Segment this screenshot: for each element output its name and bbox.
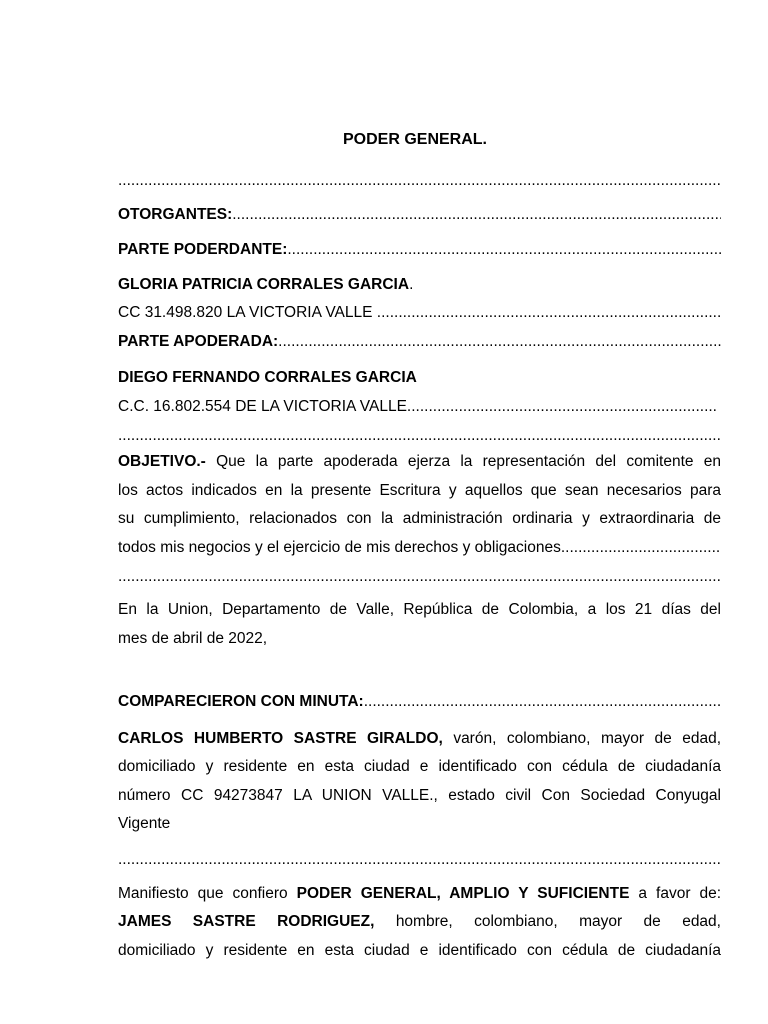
poderdante-name-suffix: . bbox=[409, 276, 414, 293]
objetivo-line-4 bbox=[118, 538, 721, 558]
dot-leader bbox=[407, 398, 716, 415]
manifiesto-line-2 bbox=[118, 912, 721, 932]
lugar-fecha-line-1: En la Union, Departamento de Valle, República de Colombia, a los 21 días del bbox=[118, 601, 721, 618]
objetivo-label: OBJETIVO.- bbox=[118, 453, 206, 470]
otorgantes-line bbox=[118, 205, 721, 225]
manifiesto-intro: Manifiesto que confiero bbox=[118, 885, 297, 902]
dotted-separator bbox=[118, 426, 721, 446]
poderdante-id-line bbox=[118, 303, 721, 323]
objetivo-text: Que la parte apoderada ejerza la representación del comitente en bbox=[205, 453, 721, 470]
manifiesto-poder: PODER GENERAL, AMPLIO Y SUFICIENTE bbox=[296, 885, 630, 902]
apoderado-id-line bbox=[118, 397, 716, 417]
dot-leader bbox=[364, 693, 721, 710]
dotted-separator bbox=[118, 567, 721, 587]
lugar-fecha-line-2: mes de abril de 2022, bbox=[118, 630, 268, 647]
apoderado-name-line bbox=[118, 368, 721, 388]
dotted-separator bbox=[118, 171, 721, 191]
objetivo-text: todos mis negocios y el ejercicio de mis derechos y obligaciones bbox=[118, 539, 561, 556]
otorgantes-label: OTORGANTES: bbox=[118, 206, 233, 223]
parte-apoderada-label: PARTE APODERADA: bbox=[118, 333, 279, 350]
apoderado-id: C.C. 16.802.554 DE LA VICTORIA VALLE bbox=[118, 398, 407, 415]
objetivo-line-1 bbox=[118, 452, 721, 472]
poderdante-name: GLORIA PATRICIA CORRALES GARCIA bbox=[118, 276, 410, 293]
compareciente-line-2: domiciliado y residente en esta ciudad e identificado con cédula de ciudadanía bbox=[118, 758, 721, 775]
compareciente-text: varón, colombiano, mayor de edad, bbox=[442, 730, 721, 747]
beneficiario-text: hombre, colombiano, mayor de edad, bbox=[374, 913, 721, 930]
dot-leader bbox=[377, 304, 721, 321]
dot-leader bbox=[278, 333, 721, 350]
poderdante-id: CC 31.498.820 LA VICTORIA VALLE bbox=[118, 304, 377, 321]
dot-leader bbox=[561, 539, 721, 556]
dot-leader bbox=[287, 241, 721, 258]
dot-leader bbox=[232, 206, 721, 223]
parte-poderdante-line bbox=[118, 240, 721, 260]
parte-apoderada-line bbox=[118, 332, 721, 352]
objetivo-line-2: los actos indicados en la presente Escritura y aquellos que sean necesarios para bbox=[118, 482, 721, 499]
compareciente-name: CARLOS HUMBERTO SASTRE GIRALDO, bbox=[118, 730, 443, 747]
comparecieron-line bbox=[118, 692, 721, 712]
objetivo-line-3: su cumplimiento, relacionados con la administración ordinaria y extraordinaria de bbox=[118, 510, 721, 527]
comparecieron-label: COMPARECIERON CON MINUTA: bbox=[118, 693, 364, 710]
compareciente-line-4: Vigente bbox=[118, 815, 171, 832]
parte-poderdante-label: PARTE PODERDANTE: bbox=[118, 241, 288, 258]
beneficiario-name: JAMES SASTRE RODRIGUEZ, bbox=[118, 913, 375, 930]
compareciente-line-3: número CC 94273847 LA UNION VALLE., estado civil Con Sociedad Conyugal bbox=[118, 787, 721, 804]
compareciente-line-1 bbox=[118, 729, 721, 749]
dotted-separator bbox=[118, 850, 721, 870]
poderdante-name-line bbox=[118, 275, 721, 295]
document-title: PODER GENERAL. bbox=[342, 131, 487, 148]
manifiesto-line-1 bbox=[118, 884, 721, 904]
apoderado-name: DIEGO FERNANDO CORRALES GARCIA bbox=[118, 369, 417, 386]
manifiesto-tail: a favor de: bbox=[629, 885, 721, 902]
manifiesto-line-3: domiciliado y residente en esta ciudad e identificado con cédula de ciudadanía bbox=[118, 942, 721, 959]
